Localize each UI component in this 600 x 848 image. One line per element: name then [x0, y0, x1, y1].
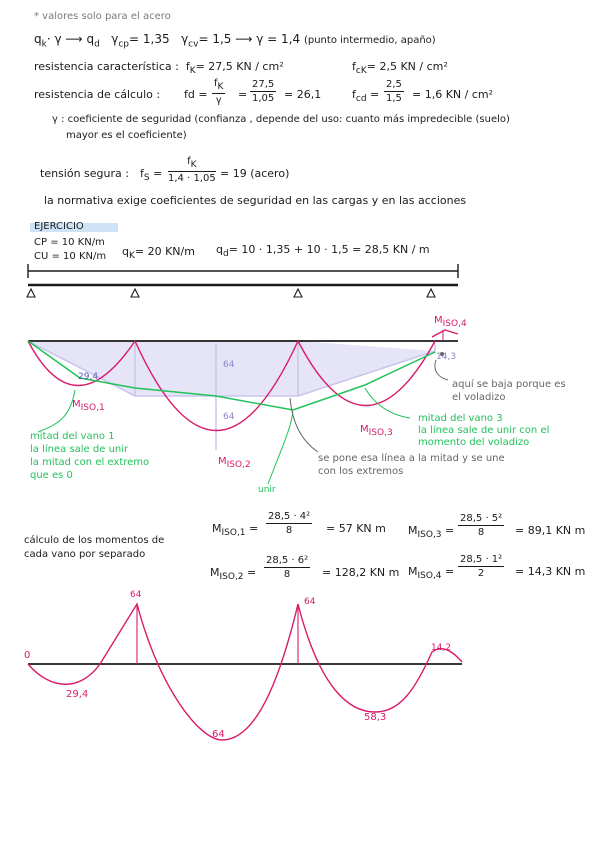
- note-voladizo-2: el voladizo: [452, 392, 506, 403]
- moment-diagram-2: [28, 604, 462, 740]
- fcd-symbol: $f_{cd}$ =: [352, 88, 380, 105]
- resistencia-fck: $f_{cK}= 2,5$ KN / cm²: [352, 60, 448, 77]
- m2-label: $M_{ISO,2}$ =: [210, 566, 257, 583]
- note-pone-1: se pone esa línea a la mitad y se une: [318, 453, 505, 464]
- fraction-fk-gamma: $\frac{f_K}{\gamma}$: [214, 78, 224, 106]
- fcd-result: = 1,6 KN / cm²: [412, 88, 494, 101]
- arrow-icon: ⟶: [65, 32, 83, 46]
- m1-label: $M_{ISO,1}$ =: [212, 522, 259, 539]
- note-pone-2: con los extremos: [318, 466, 404, 477]
- resistencia-caracteristica: resistencia característica : $f_K= 27,5$ KN / cm²: [34, 60, 284, 77]
- fraction-fs: $\frac{f_K}{1,4 \cdot 1,05}$: [168, 156, 216, 184]
- label-miso4: $M_{ISO,4}$: [434, 315, 467, 329]
- normativa-note: la normativa exige coeficientes de seguridad en las cargas y en las acciones: [44, 194, 467, 207]
- calc-intro-2: cada vano por separado: [24, 549, 146, 560]
- m3-label: $M_{ISO,3}$ =: [408, 524, 455, 541]
- exercise-title: EJERCICIO: [34, 221, 84, 232]
- loaded-beam: [27, 264, 458, 297]
- support-icon: [294, 289, 302, 297]
- m4-label: $M_{ISO,4}$ =: [408, 565, 455, 582]
- m1-result: = 57 KN m: [326, 522, 386, 535]
- d2-zero-left: 0: [24, 650, 31, 661]
- m2-result: = 128,2 KN m: [322, 566, 400, 579]
- qd-value: $q_d= 10 \cdot 1,35 + 10 \cdot 1,5 = 28,5$ KN / m: [216, 243, 430, 260]
- m3-fraction: $\frac{\text{28,5 · 5²}}{8}$: [460, 513, 503, 538]
- coef-line: $q_k\cdot \gamma$ ⟶ $q_d$ $\gamma_{cp}= 1,35$ $\gamma_{cv}= 1,5$ ⟶ γ = 1,4 (punto intermedio, apaño): [34, 32, 436, 50]
- support-icon: [427, 289, 435, 297]
- note-mitad3-3: momento del voladizo: [418, 437, 530, 448]
- fraction-275-105: $\frac{27,5}{1,05}$: [252, 79, 275, 104]
- d2-bottom-29-4: 29,4: [66, 689, 89, 700]
- m2-fraction: $\frac{\text{28,5 · 6²}}{8}$: [266, 555, 309, 580]
- support-icon: [131, 289, 139, 297]
- label-miso3: $M_{ISO,3}$: [360, 424, 393, 438]
- d2-top-64-a: 64: [130, 590, 142, 600]
- note-mitad1-2: la línea sale de unir: [30, 444, 129, 455]
- label-miso1: $M_{ISO,1}$: [72, 399, 105, 413]
- note-mitad1-1: mitad del vano 1: [30, 431, 115, 442]
- label-29-4: 29,4: [78, 372, 99, 382]
- m4-fraction: $\frac{\text{28,5 · 1²}}{2}$: [460, 554, 503, 579]
- note-voladizo-1: aquí se baja porque es: [452, 379, 566, 390]
- m3-result: = 89,1 KN m: [515, 524, 586, 537]
- m1-fraction: $\frac{\text{28,5 · 4²}}{8}$: [268, 511, 311, 536]
- note-mitad1-3: la mitad con el extremo: [30, 457, 150, 468]
- d2-bottom-58-3: 58,3: [364, 712, 387, 723]
- qk-value: $q_K= 20$ KN/m: [122, 245, 195, 262]
- label-64-b: 64: [223, 412, 235, 422]
- fs-symbol: $f_S$ =: [140, 167, 163, 184]
- arrow-icon: ⟶: [235, 32, 253, 46]
- d2-bottom-64: 64: [212, 729, 225, 740]
- final-curve: [28, 604, 462, 740]
- fd-symbol: fd =: [184, 88, 208, 101]
- m4-result: = 14,3 KN m: [515, 565, 586, 578]
- calc-intro-1: cálculo de los momentos de: [24, 535, 165, 546]
- gamma-note-line1: γ : coeficiente de seguridad (confianza , depende del uso: cuanto más impredecible (suelo): [52, 114, 510, 125]
- resistencia-calculo-label: resistencia de cálculo :: [34, 88, 161, 101]
- note-mitad3-2: la línea sale de unir con el: [418, 425, 550, 436]
- eq-sign: =: [238, 88, 248, 101]
- header-note: * valores solo para el acero: [34, 11, 171, 22]
- cp-value: CP = 10 KN/m: [34, 237, 105, 248]
- d2-top-14-2: 14,2: [431, 643, 452, 653]
- label-miso2: $M_{ISO,2}$: [218, 456, 251, 470]
- cantilever-m4: [432, 330, 458, 337]
- tension-label: tensión segura :: [40, 167, 129, 180]
- cu-value: CU = 10 KN/m: [34, 251, 107, 262]
- fd-result: = 26,1: [284, 88, 322, 101]
- gamma-note-line2: mayor es el coeficiente): [66, 130, 187, 141]
- note-unir: unir: [258, 485, 276, 495]
- d2-top-64-b: 64: [304, 597, 316, 607]
- label-64-a: 64: [223, 360, 235, 370]
- support-icon: [27, 289, 35, 297]
- fraction-25-15: $\frac{2,5}{1,5}$: [386, 79, 402, 104]
- label-14-3: 14,3: [436, 352, 457, 362]
- note-mitad1-4: que es 0: [30, 470, 73, 481]
- note-mitad3-1: mitad del vano 3: [418, 413, 503, 424]
- fs-result: = 19 (acero): [220, 167, 290, 180]
